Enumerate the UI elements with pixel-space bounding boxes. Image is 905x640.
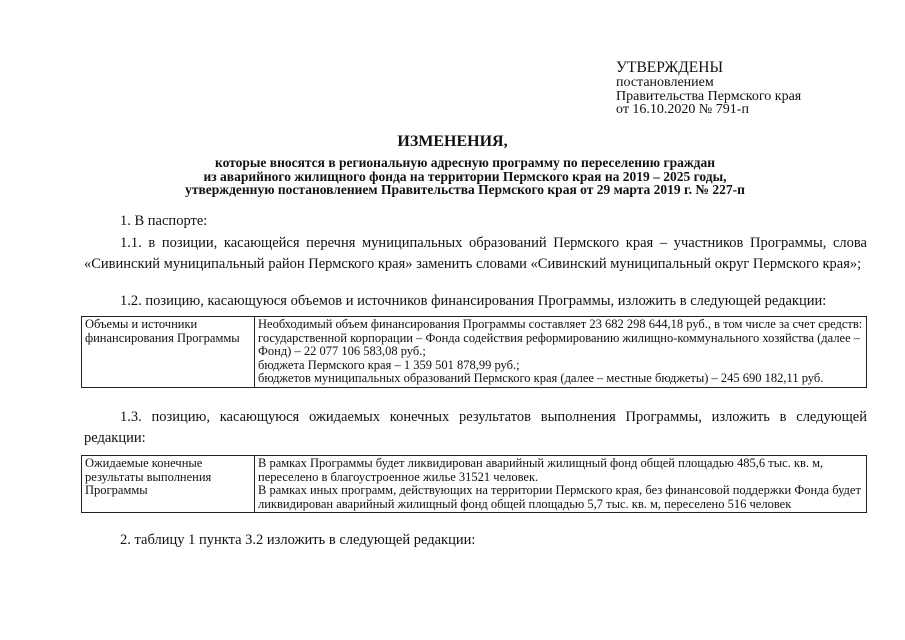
paragraph-1: 1. В паспорте: (120, 213, 208, 229)
approval-heading: УТВЕРЖДЕНЫ (616, 59, 723, 76)
financing-line: бюджетов муниципальных образований Пермского края (далее – местные бюджеты) – 245 690 182,11 руб. (258, 371, 824, 385)
financing-line: Необходимый объем финансирования Программы составляет 23 682 298 644,18 руб., в том числе за счет средств: (258, 317, 863, 331)
approval-stamp (616, 60, 801, 117)
paragraph-1-1: 1.1. в позиции, касающейся перечня муниципальных образований Пермского края – участников Программы, слова «Сивинский муниципальный район Пермского края» заменить словами «Сивинский муниципальный округ Пермского края»; (84, 235, 867, 272)
document-subtitle (120, 156, 810, 197)
paragraph-2: 2. таблицу 1 пункта 3.2 изложить в следующей редакции: (120, 532, 476, 548)
financing-line: государственной корпорации – Фонда содействия реформированию жилищно-коммунального хозяйства (далее – Фонд) – 22 077 106 583,08 руб.; (258, 330, 861, 358)
table-label-cell: Объемы и источники финансирования Программы (82, 317, 255, 388)
approval-line: Правительства Пермского края (616, 88, 802, 104)
result-line: В рамках иных программ, действующих на территории Пермского края, без финансовой поддержки Фонда будет ликвидирован аварийный жилищный фонд общей площадью 5,7 тыс. кв. м, переселено 516 человек (258, 483, 861, 511)
result-line: В рамках Программы будет ликвидирован аварийный жилищный фонд общей площадью 485,6 тыс. кв. м, переселено в благоустроенное жилье 31521 человек. (258, 456, 824, 484)
table-value-cell (255, 317, 867, 388)
subtitle-line: которые вносятся в региональную адресную программу по переселению граждан (214, 155, 715, 170)
approval-line: от 16.10.2020 № 791-п (616, 102, 749, 117)
subtitle-line: из аварийного жилищного фонда на территории Пермского края на 2019 – 2025 годы, (203, 168, 727, 184)
table-row (82, 456, 867, 513)
table-label-cell: Ожидаемые конечные результаты выполнения Программы (82, 456, 255, 513)
table-row (82, 317, 867, 388)
results-table (81, 455, 867, 513)
table-value-cell (255, 456, 867, 513)
subtitle-line: утвержденную постановлением Правительства Пермского края от 29 марта 2019 г. № 227-п (185, 182, 745, 197)
paragraph-1-2: 1.2. позицию, касающуюся объемов и источников финансирования Программы, изложить в следующей редакции: (120, 293, 827, 309)
document-title: ИЗМЕНЕНИЯ, (397, 133, 508, 150)
paragraph-1-3: 1.3. позицию, касающуюся ожидаемых конечных результатов выполнения Программы, изложить в следующей редакции: (84, 409, 867, 446)
approval-line: постановлением (616, 75, 714, 90)
financing-table (81, 316, 867, 388)
financing-line: бюджета Пермского края – 1 359 501 878,99 руб.; (258, 357, 520, 372)
